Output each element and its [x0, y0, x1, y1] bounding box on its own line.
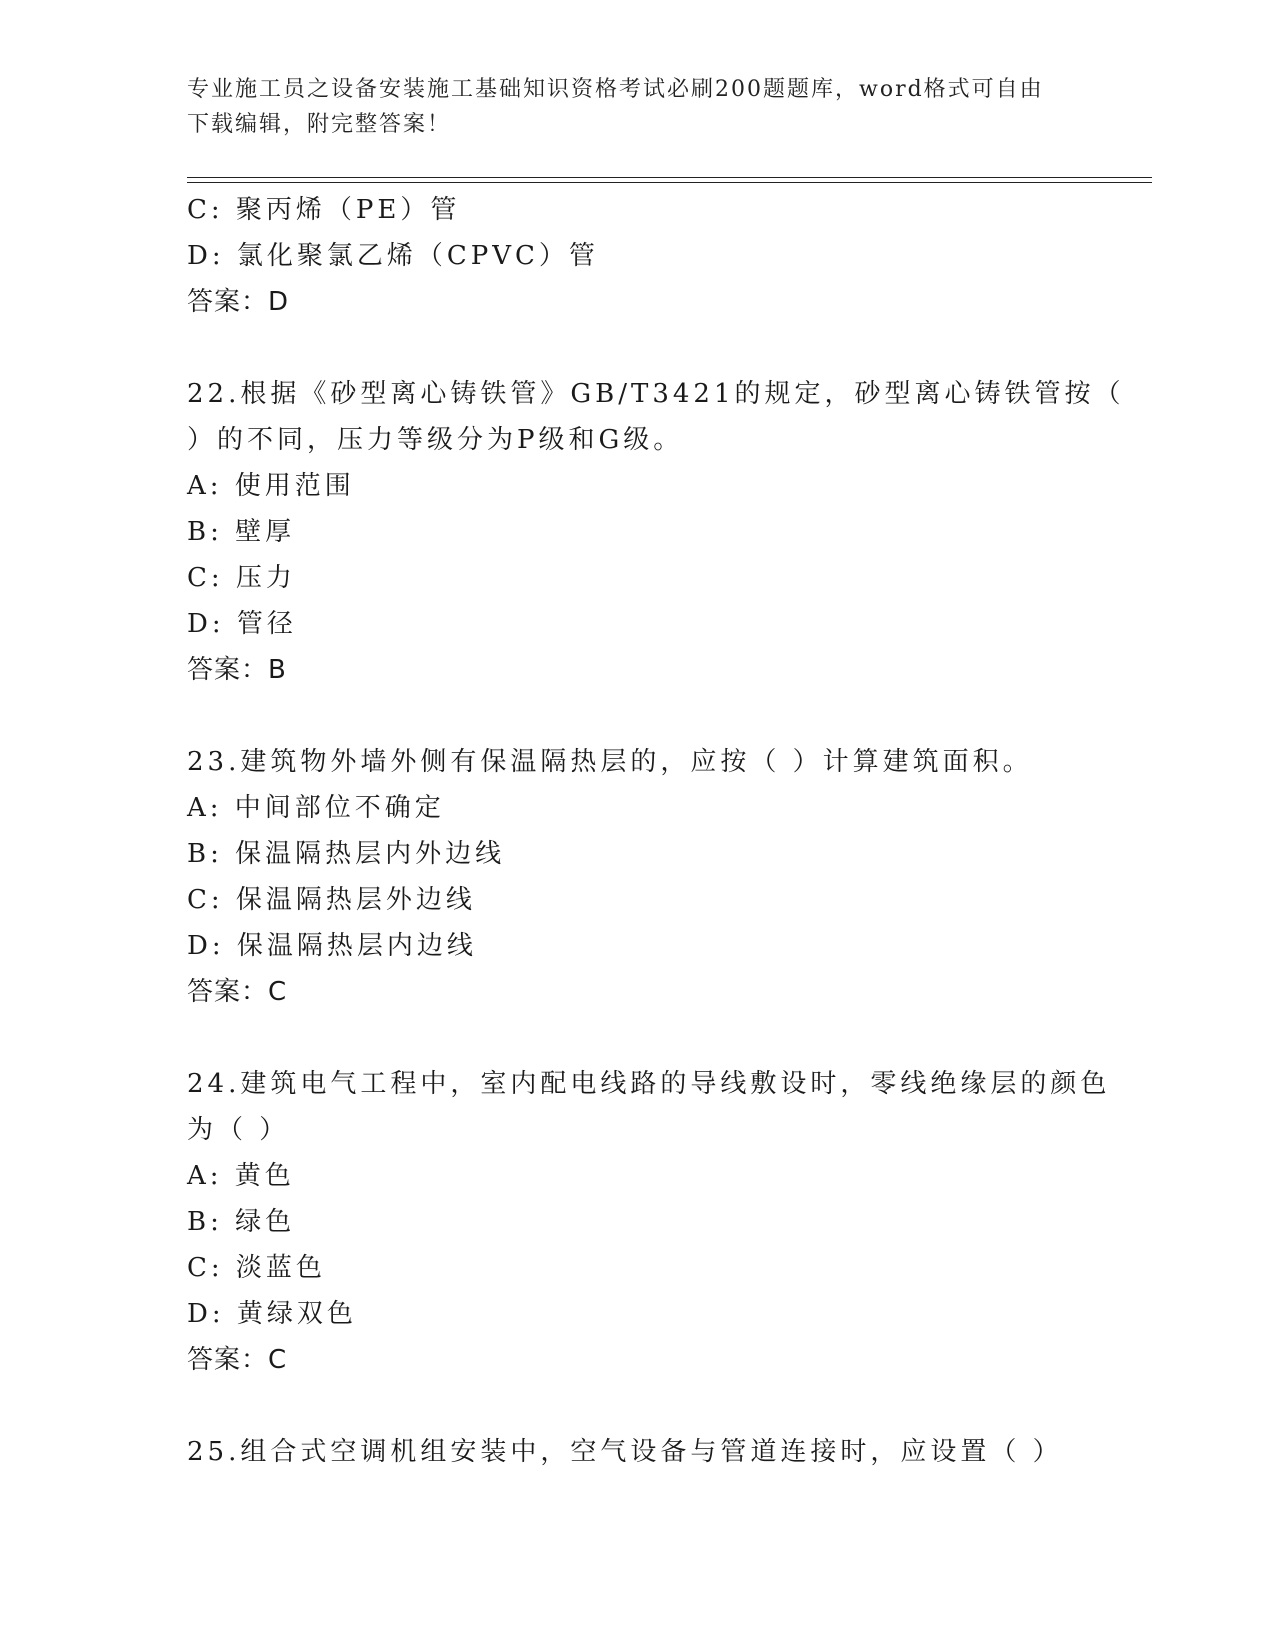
option-c: C: 压力 [187, 563, 296, 593]
question-25 [187, 1429, 1087, 1475]
question-stem-line: 为（ ） [187, 1115, 290, 1145]
question-stem-line: ）的不同，压力等级分为P级和G级。 [187, 425, 684, 455]
spacer [187, 1383, 1087, 1429]
option-d: D: 氯化聚氯乙烯（CPVC）管 [187, 241, 599, 271]
option-d: D: 黄绿双色 [187, 1299, 357, 1329]
option-b: B: 保温隔热层内外边线 [187, 839, 506, 869]
option-c: C: 淡蓝色 [187, 1253, 326, 1283]
spacer [187, 693, 1087, 739]
answer-line: 答案：C [187, 977, 288, 1007]
question-stem-line: 25.组合式空调机组安装中，空气设备与管道连接时，应设置（ ） [187, 1437, 1063, 1467]
question-stem-line: 22.根据《砂型离心铸铁管》GB/T3421的规定，砂型离心铸铁管按（ [187, 379, 1125, 409]
question-stem-line: 23.建筑物外墙外侧有保温隔热层的，应按（ ）计算建筑面积。 [187, 747, 1033, 777]
question-23 [187, 739, 1087, 1015]
option-d: D: 管径 [187, 609, 297, 639]
question-24 [187, 1061, 1111, 1383]
option-a: A: 使用范围 [187, 471, 355, 501]
option-c: C: 保温隔热层外边线 [187, 885, 476, 915]
header-line-2: 下载编辑，附完整答案！ [187, 112, 452, 137]
answer-line: 答案：B [187, 655, 287, 685]
question-22 [187, 371, 1125, 693]
option-b: B: 绿色 [187, 1207, 296, 1237]
spacer [187, 1015, 1087, 1061]
header-line-1: 专业施工员之设备安装施工基础知识资格考试必刷200题题库，word格式可自由 [187, 77, 1044, 102]
document-header [187, 72, 1067, 142]
answer-line: 答案：C [187, 1345, 288, 1375]
option-d: D: 保温隔热层内边线 [187, 931, 477, 961]
document-body [187, 187, 1125, 1475]
header-rule-bottom [187, 182, 1152, 183]
question-stem-line: 24.建筑电气工程中，室内配电线路的导线敷设时，零线绝缘层的颜色 [187, 1069, 1111, 1099]
option-a: A: 黄色 [187, 1161, 295, 1191]
option-a: A: 中间部位不确定 [187, 793, 445, 823]
carryover-block [187, 187, 1087, 325]
option-b: B: 壁厚 [187, 517, 296, 547]
answer-line: 答案：D [187, 287, 290, 317]
option-c: C: 聚丙烯（PE）管 [187, 195, 461, 225]
header-rule-top [187, 177, 1152, 178]
spacer [187, 325, 1087, 371]
